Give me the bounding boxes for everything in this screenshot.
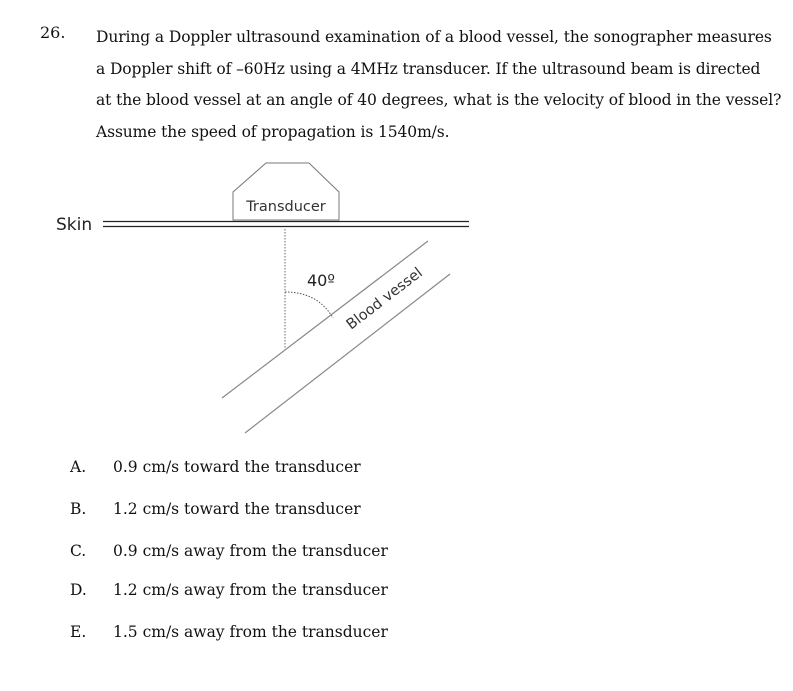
choice-e[interactable]	[70, 621, 388, 643]
vessel-wall-upper	[222, 241, 428, 398]
question-line-4: Assume the speed of propagation is 1540m/s.	[96, 122, 450, 141]
choice-e-text: 1.5 cm/s away from the transducer	[113, 623, 388, 641]
choice-b[interactable]	[70, 498, 361, 520]
question-line-1: During a Doppler ultrasound examination of a blood vessel, the sonographer measures	[96, 28, 772, 46]
angle-arc	[285, 292, 333, 318]
choice-c[interactable]	[70, 540, 388, 562]
choice-c-text: 0.9 cm/s away from the transducer	[113, 542, 388, 560]
choice-c-letter: C.	[70, 542, 87, 560]
choice-e-letter: E.	[70, 623, 87, 641]
choice-b-letter: B.	[70, 500, 87, 518]
vessel-label: Blood vessel	[343, 265, 426, 334]
question-line-2: a Doppler shift of –60Hz using a 4MHz transducer. If the ultrasound beam is directed	[96, 59, 761, 78]
transducer-label: Transducer	[246, 199, 326, 215]
choice-d-letter: D.	[70, 581, 87, 599]
question-line-3: at the blood vessel at an angle of 40 degrees, what is the velocity of blood in the vessel?	[96, 91, 782, 109]
question-number: 26.	[40, 23, 66, 42]
choice-a-letter: A.	[70, 458, 87, 476]
choice-d-text: 1.2 cm/s away from the transducer	[113, 581, 388, 599]
choice-b-text: 1.2 cm/s toward the transducer	[113, 500, 361, 518]
choice-a-text: 0.9 cm/s toward the transducer	[113, 458, 361, 476]
choice-d[interactable]	[70, 579, 388, 601]
angle-label: 40º	[307, 271, 335, 290]
vessel-wall-lower	[245, 274, 450, 433]
choice-a[interactable]	[70, 456, 361, 478]
skin-label: Skin	[56, 215, 93, 235]
